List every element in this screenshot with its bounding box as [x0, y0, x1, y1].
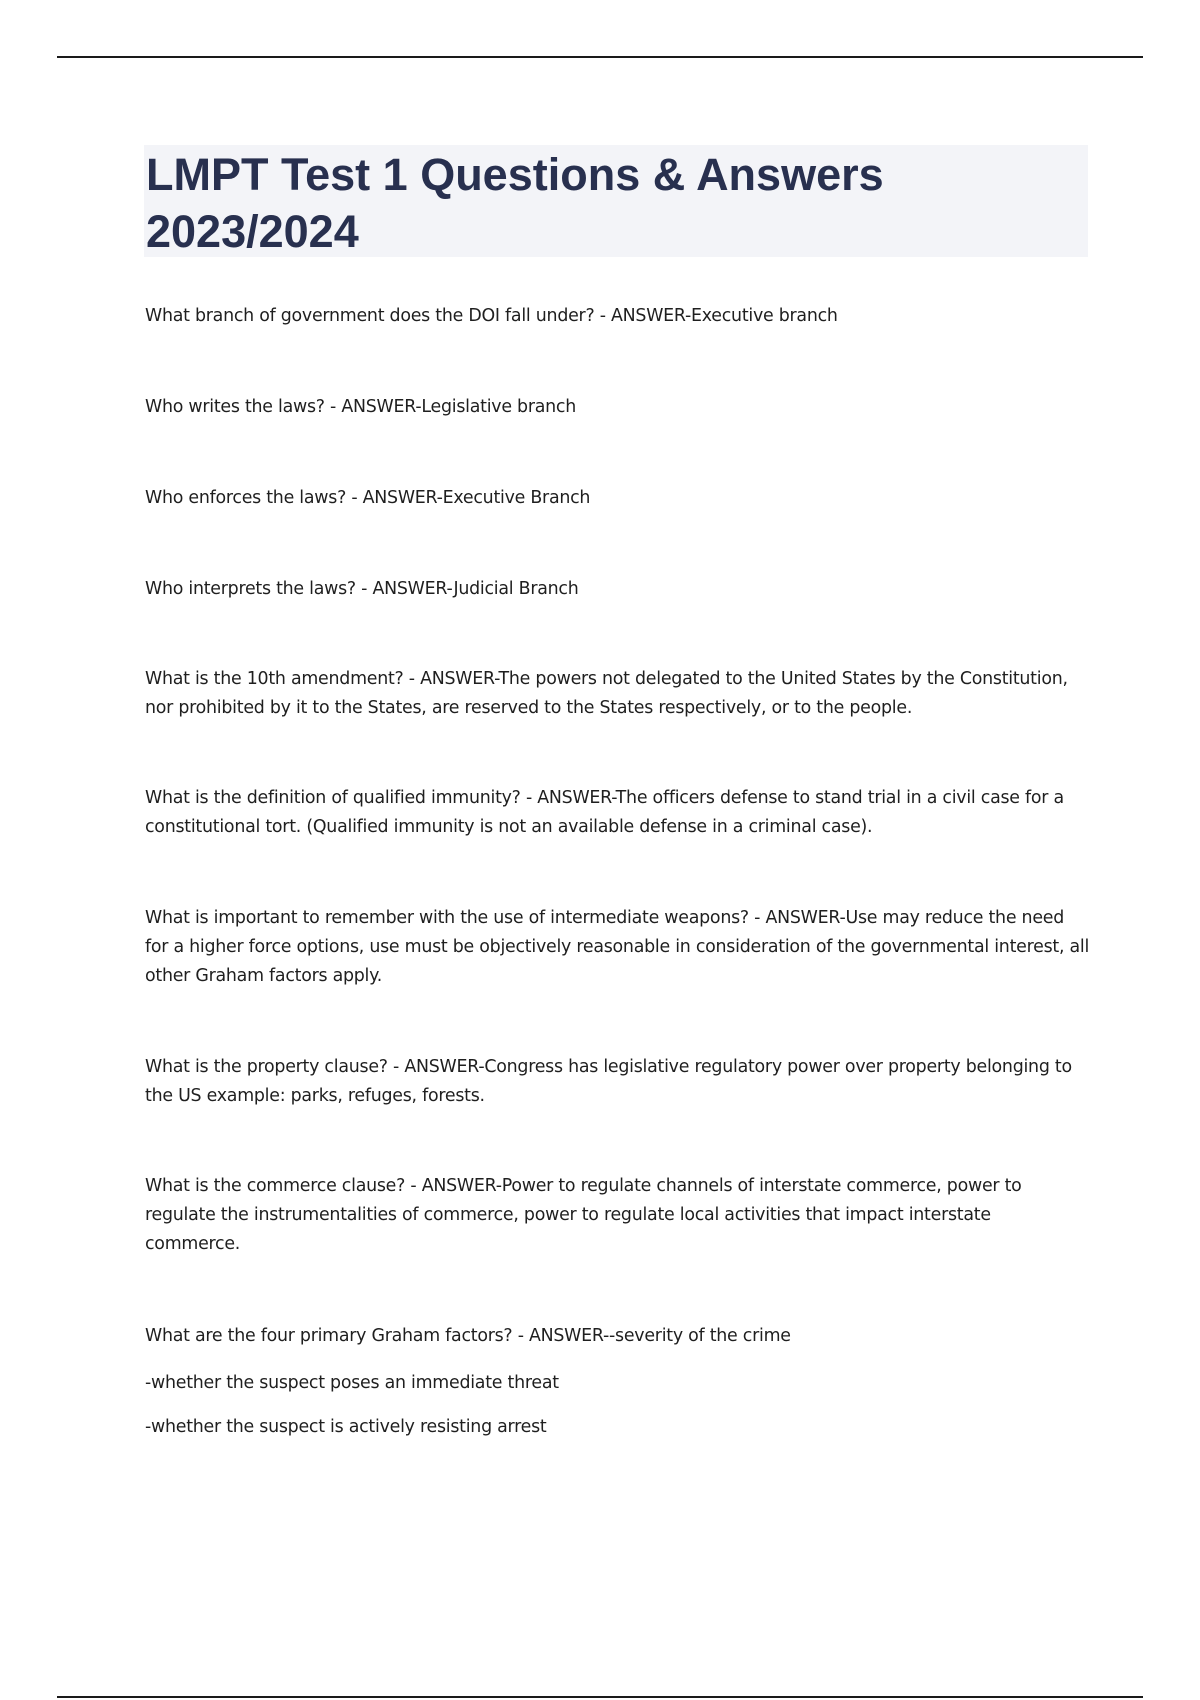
qa-entry-5: What is the 10th amendment? - ANSWER-The powers not delegated to the United States by the Constitution, nor prohibited by it to the States, are reserved to the States respectively, or to the people. — [145, 669, 1068, 718]
document-title: LMPT Test 1 Questions & Answers 2023/2024 — [146, 149, 884, 257]
qa-entry-10: What are the four primary Graham factors? - ANSWER--severity of the crime — [145, 1326, 791, 1346]
qa-entry-8: What is the property clause? - ANSWER-Congress has legislative regulatory power over property belonging to the US example: parks, refuges, forests. — [145, 1057, 1072, 1106]
qa-entry-3: Who enforces the laws? - ANSWER-Executive Branch — [145, 488, 591, 508]
qa-entry-7: What is important to remember with the use of intermediate weapons? - ANSWER-Use may reduce the need for a higher force options, use must be objectively reasonable in consideration of the governmental interest, all other Graham factors apply. — [145, 908, 1090, 986]
top-rule — [57, 56, 1143, 58]
qa-entry-1: What branch of government does the DOI fall under? - ANSWER-Executive branch — [145, 306, 838, 326]
qa-entry-4: Who interprets the laws? - ANSWER-Judicial Branch — [145, 579, 579, 599]
graham-factor-item: -whether the suspect is actively resisting arrest — [145, 1417, 547, 1437]
graham-factor-item: -whether the suspect poses an immediate threat — [145, 1373, 559, 1393]
bottom-rule — [57, 1696, 1143, 1698]
qa-entry-2: Who writes the laws? - ANSWER-Legislative branch — [145, 397, 577, 417]
qa-entry-6: What is the definition of qualified immunity? - ANSWER-The officers defense to stand trial in a civil case for a constitutional tort. (Qualified immunity is not an available defense in a criminal case). — [145, 788, 1064, 837]
qa-entry-9: What is the commerce clause? - ANSWER-Power to regulate channels of interstate commerce, power to regulate the instrumentalities of commerce, power to regulate local activities that impact interstate commerce. — [145, 1176, 1022, 1254]
